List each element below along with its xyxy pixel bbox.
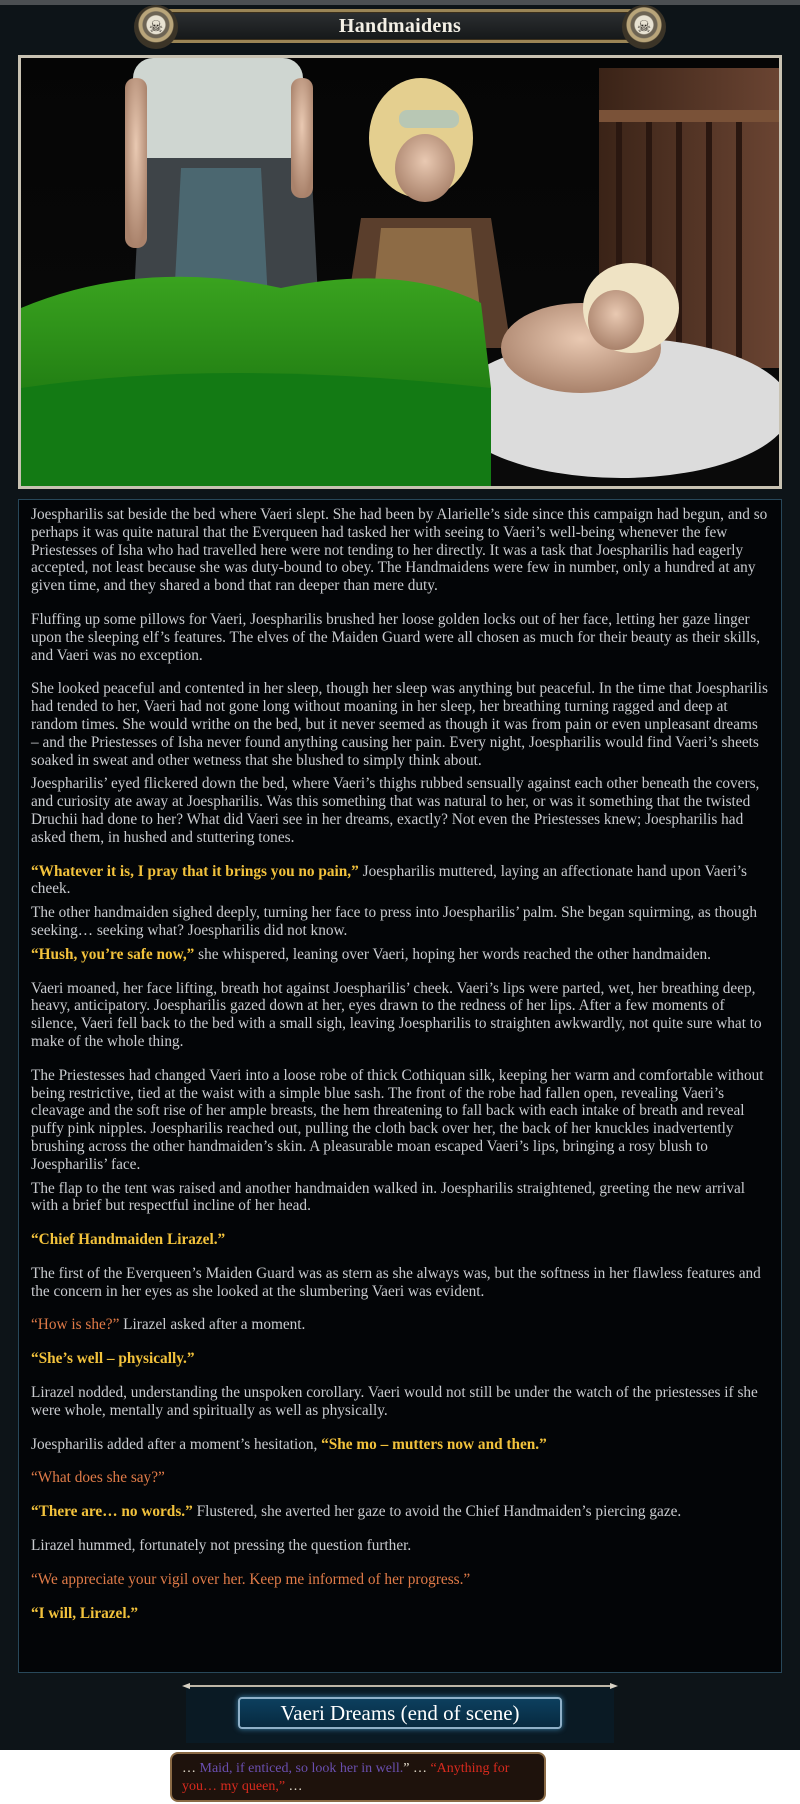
continue-choice-button[interactable]	[238, 1697, 562, 1729]
choice-label: Vaeri Dreams (end of scene)	[280, 1700, 520, 1725]
speech-line: “Hush, you’re safe now,”	[31, 945, 195, 963]
tooltip-suffix: …	[285, 1779, 303, 1794]
skull-medallion-right-icon: ☠	[622, 5, 666, 49]
speech-line: “I will, Lirazel.”	[31, 1604, 139, 1622]
nav-rail	[182, 1683, 618, 1689]
speech-line: “Chief Handmaiden Lirazel.”	[31, 1231, 226, 1249]
paragraph	[31, 1350, 769, 1368]
paragraph	[31, 1571, 769, 1589]
paragraph	[31, 1316, 769, 1334]
paragraph: Joespharilis sat beside the bed where Vaeri slept. She had been by Alarielle’s side since this campaign had begun, and so perhaps it was quite natural that the Everqueen had tasked her with seeing to Vaeri’s well-being whenever the few Priestesses of Isha who had travelled here were not tending to her directly. It was a task that Joespharilis had eagerly accepted, not least because she was duty-bound to obey. The Handmaidens were few in number, only a hundred at any given time, and they shared a bond that ran deeper than mere duty.	[31, 506, 768, 595]
paragraph: The first of the Everqueen’s Maiden Guard was as stern as she always was, but the softness in her flawless features and the concern in her eyes as she looked at the slumbering Vaeri was evident.	[31, 1264, 761, 1300]
paragraph	[31, 1605, 769, 1623]
title-bar	[148, 9, 652, 43]
event-title: Handmaidens	[338, 14, 462, 37]
narration: Lirazel asked after a moment.	[119, 1316, 306, 1334]
paragraph: Joespharilis’ eyed flickered down the bed, where Vaeri’s thighs rubbed sensually against each other beneath the covers, and curiosity ate away at Joespharilis. Was this something that was natural to her, or was it something that the twisted Druchii had done to her? What did Vaeri see in her dreams, exactly? Not even the Priestesses knew; Joespharilis had asked them, in hushed and stuttering tones.	[31, 775, 760, 846]
hover-tooltip	[170, 1752, 546, 1802]
tooltip-prefix: …	[182, 1761, 200, 1776]
paragraph: The other handmaiden sighed deeply, turning her face to press into Joespharilis’ palm. She began squirming, as though seeking… seeking what? Joespharilis did not know.	[31, 904, 758, 939]
paragraph: Vaeri moaned, her face lifting, breath hot against Joespharilis’ cheek. Vaeri’s lips were parted, wet, her breathing deep, heavy, anticipatory. Joespharilis gazed down at her, eyes drawn to the redness of her lips. After a few moments of silence, Vaeri fell back to the bed with a small sigh, leaving Joespharilis to straighten awkwardly, not quite sure what to make of the whole thing.	[31, 979, 762, 1050]
paragraph	[31, 1503, 769, 1521]
speech-line: “There are… no words.”	[31, 1503, 193, 1521]
speech-line: “Whatever it is, I pray that it brings you no pain,”	[31, 862, 359, 880]
paragraph	[31, 946, 769, 964]
tooltip-line-1: Maid, if enticed, so look her in well.	[199, 1761, 404, 1776]
narration: she whispered, leaning over Vaeri, hoping her words reached the other handmaiden.	[194, 945, 712, 963]
narration: Joespharilis added after a moment’s hesitation,	[31, 1435, 322, 1453]
narration: Joespharilis muttered, laying an affectionate hand upon Vaeri’s cheek.	[31, 862, 747, 898]
scene-illustration	[18, 55, 782, 489]
speech-line: “What does she say?”	[31, 1469, 165, 1487]
paragraph: Lirazel hummed, fortunately not pressing the question further.	[31, 1537, 412, 1555]
paragraph: Fluffing up some pillows for Vaeri, Joespharilis brushed her loose golden locks out of her face, letting her gaze linger upon the sleeping elf’s features. The elves of the Maiden Guard were all chosen as much for their beauty as their skills, and Vaeri was no exception.	[31, 610, 761, 664]
paragraph: She looked peaceful and contented in her sleep, though her sleep was anything but peaceful. In the time that Joespharilis had tended to her, Vaeri had not gone long without moaning in her sleep, her breathing turning ragged and deep at random times. She would writhe on the bed, but it never seemed as though it was from pain or even unpleasant dreams – and the Priestesses of Isha never found anything causing her pain. Every night, Joespharilis would find Vaeri’s sheets soaked in sweat and other wetness that she blushed to simply think about.	[31, 680, 768, 769]
speech-line: “We appreciate your vigil over her. Keep me informed of her progress.”	[31, 1570, 471, 1588]
speech-line: “She’s well – physically.”	[31, 1350, 195, 1368]
skull-medallion-left-icon: ☠	[134, 5, 178, 49]
tooltip-separator: ” …	[403, 1761, 431, 1776]
paragraph	[31, 1469, 769, 1487]
story-text-box	[18, 499, 782, 1673]
paragraph	[31, 1231, 769, 1249]
speech-line: “How is she?”	[31, 1316, 120, 1334]
scene-artwork	[21, 58, 779, 486]
paragraph	[31, 1436, 769, 1454]
speech-line: “She mo – mutters now and then.”	[321, 1435, 547, 1453]
paragraph	[31, 863, 769, 899]
tooltip-line-2: “Anything for you… my queen,”	[182, 1761, 510, 1794]
paragraph: The flap to the tent was raised and another handmaiden walked in. Joespharilis straightened, greeting the new arrival with a brief but respectful incline of her head.	[31, 1179, 746, 1215]
paragraph: Lirazel nodded, understanding the unspoken corollary. Vaeri would not still be under the watch of the priestesses if she were whole, mentally and spiritually as well as physically.	[31, 1384, 758, 1419]
narration: Flustered, she averted her gaze to avoid the Chief Handmaiden’s piercing gaze.	[192, 1503, 682, 1521]
paragraph: The Priestesses had changed Vaeri into a loose robe of thick Cothiquan silk, keeping her warm and comfortable without being restrictive, tied at the waist with a simple blue sash. The front of the robe had fallen open, revealing Vaeri’s cleavage and the soft rise of her ample breasts, the hem threatening to fall back with each intake of breath and reveal puffy pink nipples. Joespharilis reached out, pulling the cloth back over her, the back of her knuckles inadvertently brushing across the other handmaiden’s skin. A pleasurable moan escaped Vaeri’s lips, bringing a rosy blush to Joespharilis’ face.	[31, 1066, 764, 1173]
